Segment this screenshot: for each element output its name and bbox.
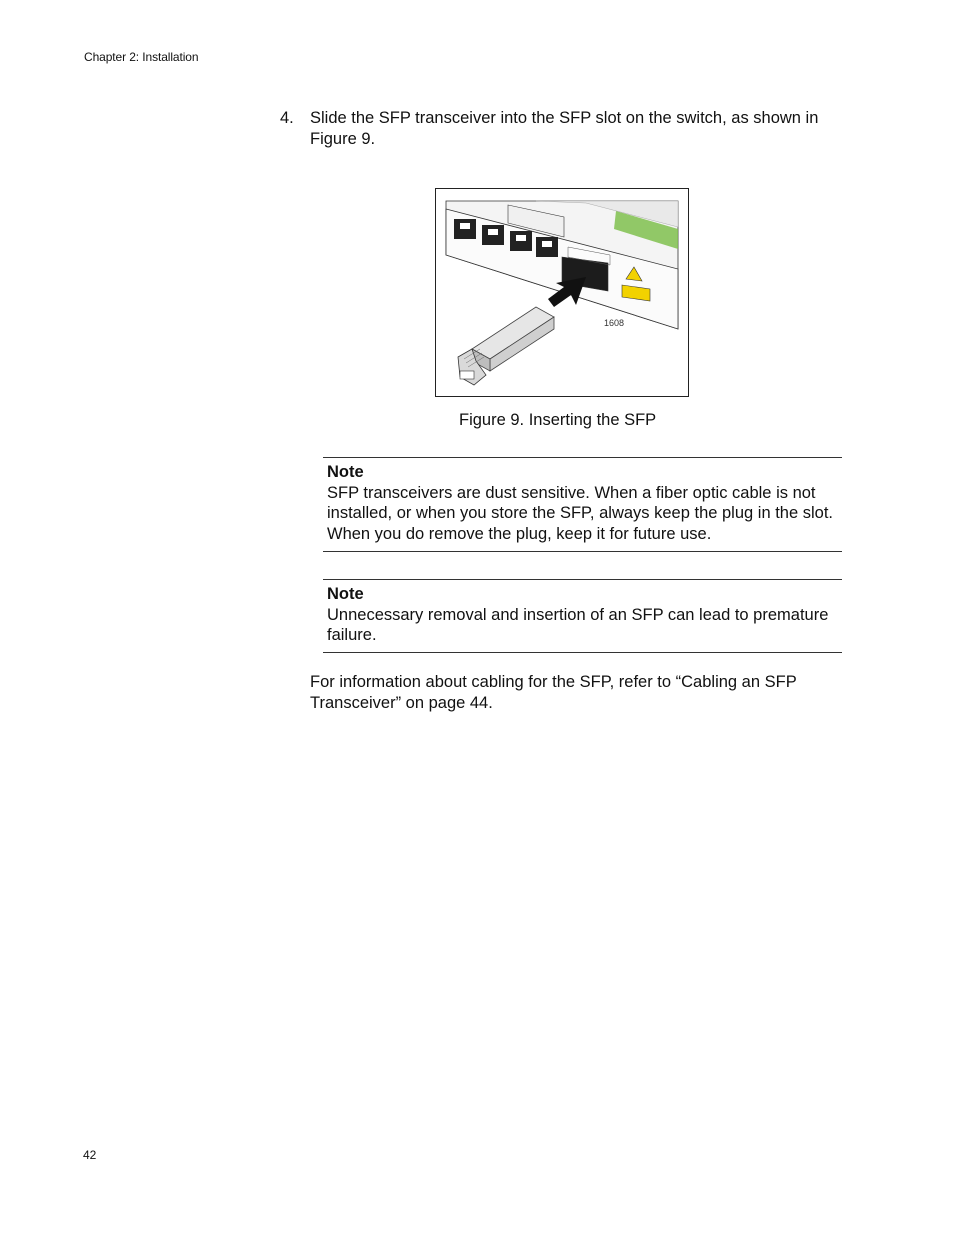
note-premature-failure: [323, 579, 842, 653]
running-head: Chapter 2: Installation: [84, 50, 199, 64]
step-number: 4.: [280, 109, 294, 127]
figure-sfp-illustration: [435, 188, 689, 397]
figure-art-id: 1608: [604, 318, 625, 328]
cabling-reference-paragraph: For information about cabling for the SFP, refer to “Cabling an SFP Transceiver” on page 44.: [310, 673, 797, 712]
figure-caption: Figure 9. Inserting the SFP: [459, 411, 657, 429]
note-body: Unnecessary removal and insertion of an SFP can lead to premature failure.: [327, 605, 829, 644]
note-body: SFP transceivers are dust sensitive. When a fiber optic cable is not installed, or when you store the SFP, always keep the plug in the slot. When you do remove the plug, keep it for future use.: [327, 483, 833, 543]
sfp-insertion-drawing: [436, 189, 688, 396]
step-4: [280, 108, 850, 150]
note-title: Note: [327, 463, 364, 481]
note-title: Note: [327, 585, 364, 603]
page-number: 42: [83, 1148, 97, 1162]
step-text: Slide the SFP transceiver into the SFP slot on the switch, as shown in Figure 9.: [310, 109, 819, 148]
note-dust-sensitive: [323, 457, 842, 552]
